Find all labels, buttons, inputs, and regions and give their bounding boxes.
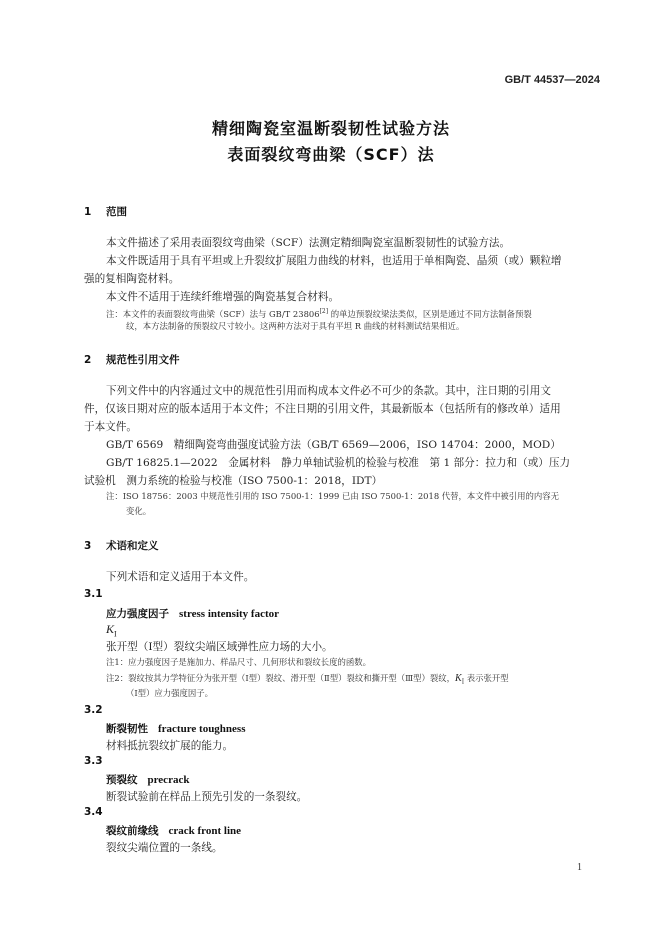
document-title-line2: 表面裂纹弯曲梁（SCF）法 [227,145,435,164]
section-number: 3 [84,540,92,552]
section-2-heading [84,352,180,367]
section-number: 1 [84,206,92,218]
term-en: fracture toughness [158,723,246,735]
term-cn: 预裂纹 [106,774,138,786]
paragraph: 本文件描述了采用表面裂纹弯曲梁（SCF）法测定精细陶瓷室温断裂韧性的试验方法。 [106,237,511,249]
note-continuation: 变化。 [126,506,152,516]
term-cn: 断裂韧性 [106,723,148,735]
document-title-line1: 精细陶瓷室温断裂韧性试验方法 [211,119,450,138]
note-text: 表示张开型 [464,673,509,683]
term [106,606,279,621]
term-number: 3.2 [84,704,103,716]
normative-reference: GB/T 6569 精细陶瓷弯曲强度试验方法（GB/T 6569—2006，ISO 14704：2000，MOD） [106,439,561,451]
symbol: K [106,622,115,636]
term-note: 注1：应力强度因子是施加力、样品尺寸、几何形状和裂纹长度的函数。 [106,657,371,667]
note-text: 注2：裂纹按其力学特征分为张开型（Ⅰ型）裂纹、滑开型（Ⅱ型）裂纹和撕开型（Ⅲ型）裂纹， [106,673,456,683]
note-continuation: 纹，本方法制备的预裂纹尺寸较小。这两种方法对于具有平坦 R 曲线的材料测试结果相近。 [126,321,465,331]
term-definition: 裂纹尖端位置的一条线。 [106,842,223,854]
term-symbol [106,622,117,638]
term [106,721,245,736]
note-text: 注：本文件的表面裂纹弯曲梁（SCF）法与 GB/T 23806 [106,308,320,319]
paragraph: 于本文件。 [84,421,137,433]
section-title: 规范性引用文件 [106,354,180,366]
paragraph: 下列术语和定义适用于本文件。 [106,571,255,583]
paragraph: 本文件不适用于连续纤维增强的陶瓷基复合材料。 [106,291,340,303]
term-en: precrack [147,774,190,786]
paragraph: 件，仅该日期对应的版本适用于本文件；不注日期的引用文件，其最新版本（包括所有的修改单）适用 [84,403,561,415]
paragraph: 强的复相陶瓷材料。 [84,273,180,285]
section-1-heading [84,204,127,219]
symbol-subscript: I [114,629,117,639]
term-definition: 断裂试验前在样品上预先引发的一条裂纹。 [106,791,308,803]
term-number: 3.4 [84,806,103,818]
term-en: stress intensity factor [179,608,279,620]
note: 注：ISO 18756：2003 中规范性引用的 ISO 7500-1：1999 已由 ISO 7500-1：2018 代替，本文件中被引用的内容无 [106,491,560,501]
term [106,772,189,787]
section-number: 2 [84,354,92,366]
citation-ref: [2] [319,308,329,315]
symbol: K [455,673,462,684]
paragraph: 本文件既适用于具有平坦或上升裂纹扩展阻力曲线的材料，也适用于单相陶瓷、晶须（或）颗粒增 [106,255,562,267]
page-number: 1 [577,862,582,873]
section-3-heading [84,538,159,553]
symbol-subscript: I [461,678,465,686]
term-cn: 裂纹前缘线 [106,825,159,837]
paragraph: 下列文件中的内容通过文中的规范性引用而构成本文件必不可少的条款。其中，注日期的引用文 [106,385,551,397]
term [106,823,241,838]
term-definition: 张开型（Ⅰ型）裂纹尖端区域弹性应力场的大小。 [106,641,333,653]
section-title: 术语和定义 [106,540,159,552]
normative-reference-continuation: 试验机 测力系统的检验与校准（ISO 7500-1：2018，IDT） [84,475,383,487]
note-text: 的单边预裂纹梁法类似，区别是通过不同方法制备预裂 [328,308,532,319]
normative-reference: GB/T 16825.1—2022 金属材料 静力单轴试验机的检验与校准 第 1 部分：拉力和（或）压力 [106,457,571,469]
term-definition: 材料抵抗裂纹扩展的能力。 [106,740,234,752]
term-cn: 应力强度因子 [106,608,169,620]
term-note-continuation: （Ⅰ型）应力强度因子。 [126,688,214,698]
term-en: crack front line [168,825,242,837]
term-number: 3.3 [84,755,103,767]
term-number: 3.1 [84,588,103,600]
section-title: 范围 [106,206,127,218]
standard-code: GB/T 44537—2024 [504,74,600,86]
